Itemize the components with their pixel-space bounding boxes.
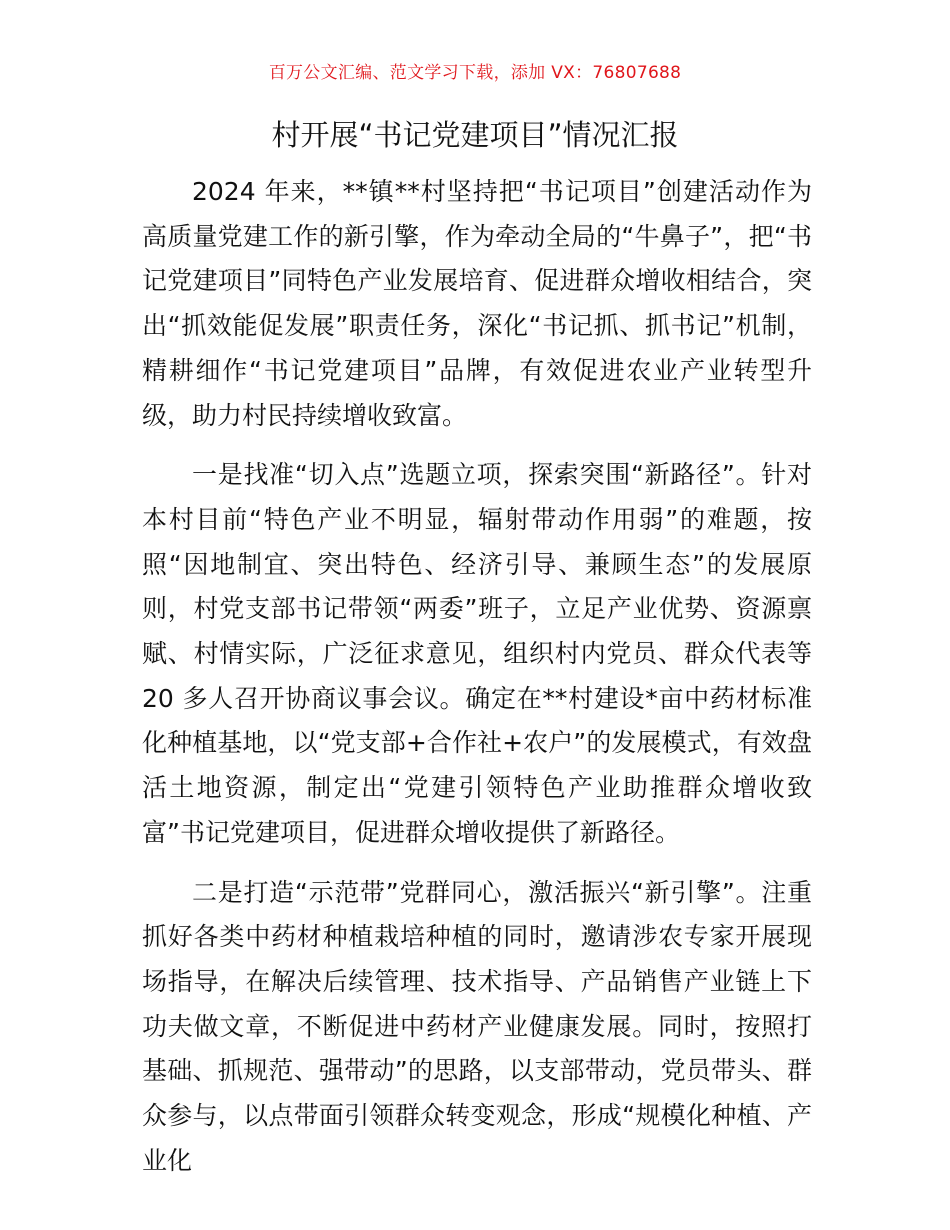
paragraph-intro: 2024 年来，**镇**村坚持把“书记项目”创建活动作为高质量党建工作的新引擎，作为牵动全局的“牛鼻子”，把“书记党建项目”同特色产业发展培育、促进群众增收相结合，突出“抓效能促发展”职责任务，深化“书记抓、抓书记”机制，精耕细作“书记党建项目”品牌，有效促进农业产业转型升级，助力村民持续增收致富。 xyxy=(142,177,812,430)
document-title: 村开展“书记党建项目”情况汇报 xyxy=(271,118,679,152)
document-body xyxy=(142,170,812,1198)
paragraph-point-two: 二是打造“示范带”党群同心，激活振兴“新引擎”。注重抓好各类中药材种植栽培种植的同时，邀请涉农专家开展现场指导，在解决后续管理、技术指导、产品销售产业链上下功夫做文章，不断促进中药材产业健康发展。同时，按照打基础、抓规范、强带动”的思路，以支部带动，党员带头、群众参与，以点带面引领群众转变观念，形成“规模化种植、产业化 xyxy=(142,877,812,1175)
paragraph-point-one: 一是找准“切入点”选题立项，探索突围“新路径”。针对本村目前“特色产业不明显，辐射带动作用弱”的难题，按照“因地制宜、突出特色、经济引导、兼顾生态”的发展原则，村党支部书记带领“两委”班子，立足产业优势、资源禀赋、村情实际，广泛征求意见，组织村内党员、群众代表等 20 多人召开协商议事会议。确定在**村建设*亩中药材标准化种植基地，以“党支部+合作社+农户”的发展模式，有效盘活土地资源，制定出“党建引领特色产业助推群众增收致富”书记党建项目，促进群众增收提供了新路径。 xyxy=(142,460,812,847)
watermark-banner: 百万公文汇编、范文学习下载，添加 VX：76807688 xyxy=(268,63,682,83)
